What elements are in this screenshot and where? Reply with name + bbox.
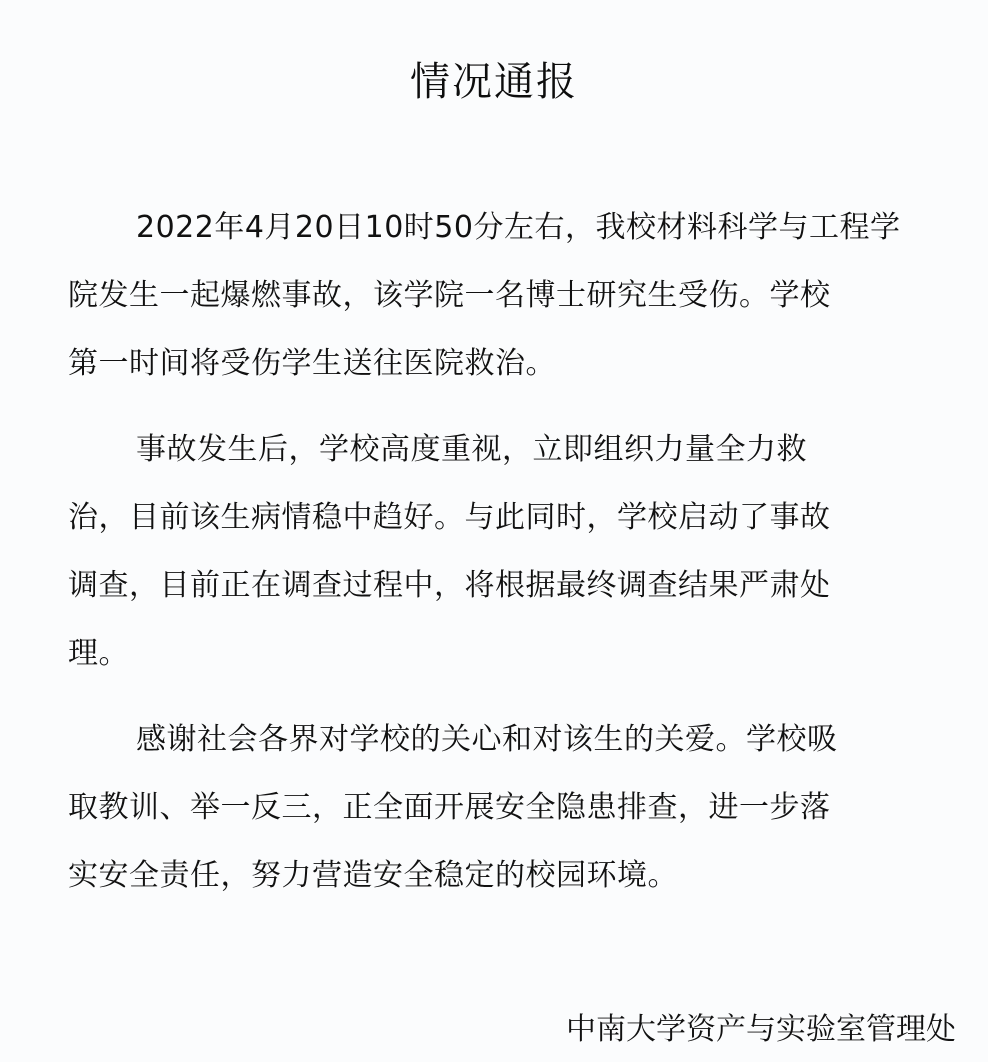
document-body <box>68 194 938 928</box>
paragraph-line: 事故发生后，学校高度重视，立即组织力量全力救 <box>136 432 807 467</box>
document-signature: 中南大学资产与实验室管理处 <box>566 1012 956 1047</box>
paragraph-incident <box>68 194 938 398</box>
paragraph-line: 治，目前该生病情稳中趋好。与此同时，学校启动了事故 <box>68 500 831 535</box>
paragraph-line: 院发生一起爆燃事故，该学院一名博士研究生受伤。学校 <box>68 278 831 313</box>
paragraph-line: 实安全责任，努力营造安全稳定的校园环境。 <box>68 858 678 893</box>
paragraph-line: 感谢社会各界对学校的关心和对该生的关爱。学校吸 <box>136 722 838 757</box>
paragraph-line: 理。 <box>68 636 129 671</box>
paragraph-line: 取教训、举一反三，正全面开展安全隐患排查，进一步落 <box>68 790 831 825</box>
paragraph-line: 2022年4月20日10时50分左右，我校材料科学与工程学 <box>136 210 901 245</box>
paragraph-line: 调查，目前正在调查过程中，将根据最终调查结果严肃处 <box>68 568 831 603</box>
paragraph-thanks <box>68 706 938 910</box>
paragraph-response <box>68 416 938 688</box>
document-title: 情况通报 <box>410 59 578 105</box>
paragraph-line: 第一时间将受伤学生送往医院救治。 <box>68 346 556 381</box>
